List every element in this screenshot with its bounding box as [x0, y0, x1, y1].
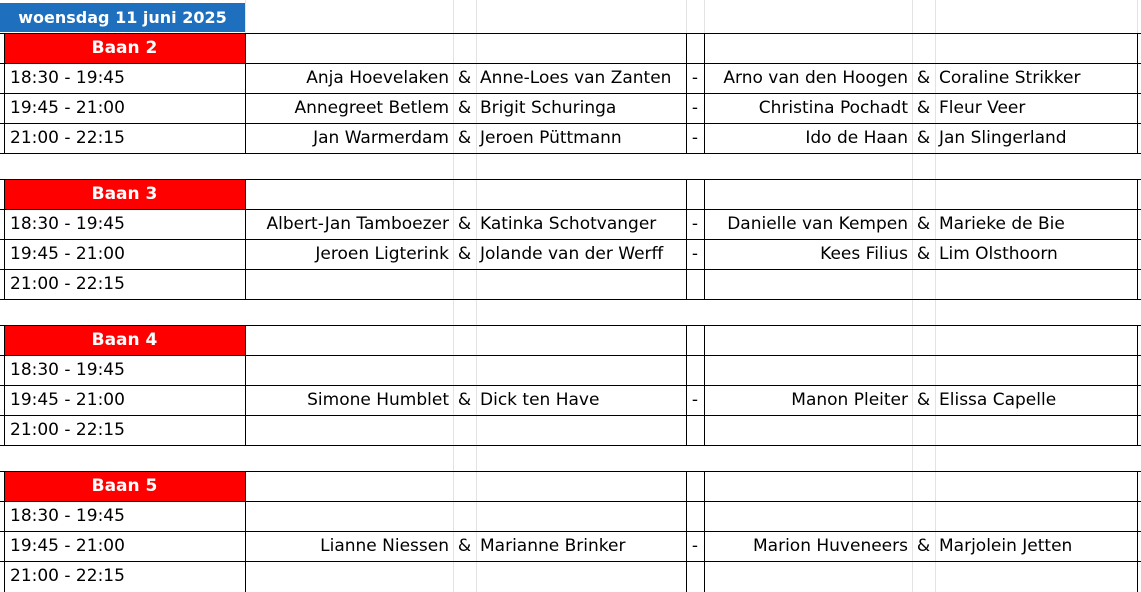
row-border [0, 299, 1141, 300]
gridline-vertical [686, 0, 687, 33]
player-name[interactable] [245, 501, 453, 531]
player-name[interactable]: Albert-Jan Tamboezer [266, 214, 449, 234]
column-border [686, 179, 687, 300]
date-header[interactable]: woensdag 11 juni 2025 [0, 3, 245, 32]
time-slot[interactable]: 18:30 - 19:45 [10, 360, 125, 380]
ampersand-symbol: & [916, 98, 931, 118]
player-name[interactable]: Jeroen Püttmann [480, 128, 622, 148]
column-border [1137, 33, 1138, 154]
player-name[interactable] [935, 561, 1137, 591]
player-name[interactable]: Christina Pochadt [758, 98, 908, 118]
player-name[interactable]: Marjolein Jetten [939, 536, 1073, 556]
player-name[interactable] [245, 561, 453, 591]
player-name[interactable]: Fleur Veer [939, 98, 1026, 118]
player-name[interactable]: Jan Slingerland [939, 128, 1067, 148]
row-border [0, 355, 1141, 356]
player-name[interactable] [704, 561, 912, 591]
player-name[interactable]: Simone Humblet [307, 390, 449, 410]
time-slot[interactable]: 18:30 - 19:45 [10, 214, 125, 234]
column-border [704, 471, 705, 592]
ampersand-symbol: & [916, 244, 931, 264]
player-name[interactable]: Marianne Brinker [480, 536, 626, 556]
player-name[interactable] [476, 561, 686, 591]
row-border [0, 325, 1141, 326]
player-name[interactable]: Manon Pleiter [791, 390, 908, 410]
column-border [704, 325, 705, 446]
column-border [245, 179, 246, 300]
column-border [1137, 179, 1138, 300]
player-name[interactable] [935, 355, 1137, 385]
time-slot[interactable]: 19:45 - 21:00 [10, 244, 125, 264]
court-header[interactable]: Baan 5 [4, 471, 245, 501]
player-name[interactable]: Dick ten Have [480, 390, 600, 410]
row-border [0, 269, 1141, 270]
player-name[interactable] [476, 269, 686, 299]
versus-dash: - [691, 214, 699, 234]
player-name[interactable]: Arno van den Hoogen [723, 68, 908, 88]
player-name[interactable]: Ido de Haan [805, 128, 908, 148]
time-slot[interactable]: 21:00 - 22:15 [10, 420, 125, 440]
time-slot[interactable]: 18:30 - 19:45 [10, 68, 125, 88]
column-border [4, 33, 5, 154]
column-border [704, 179, 705, 300]
row-border [0, 153, 1141, 154]
player-name[interactable] [704, 501, 912, 531]
ampersand-symbol: & [457, 244, 472, 264]
row-border [0, 239, 1141, 240]
time-slot[interactable]: 19:45 - 21:00 [10, 536, 125, 556]
player-name[interactable] [245, 269, 453, 299]
gridline-vertical [704, 0, 705, 33]
row-border [0, 33, 1141, 34]
column-border [4, 179, 5, 300]
player-name[interactable] [476, 501, 686, 531]
player-name[interactable] [476, 415, 686, 445]
row-border [0, 561, 1141, 562]
ampersand-symbol: & [457, 128, 472, 148]
player-name[interactable]: Lianne Niessen [320, 536, 449, 556]
player-name[interactable] [704, 355, 912, 385]
player-name[interactable] [704, 269, 912, 299]
ampersand-symbol: & [457, 214, 472, 234]
player-name[interactable]: Anne-Loes van Zanten [480, 68, 672, 88]
player-name[interactable] [476, 355, 686, 385]
player-name[interactable]: Elissa Capelle [939, 390, 1057, 410]
time-slot[interactable]: 21:00 - 22:15 [10, 128, 125, 148]
versus-dash: - [691, 128, 699, 148]
player-name[interactable] [245, 415, 453, 445]
time-slot[interactable]: 19:45 - 21:00 [10, 390, 125, 410]
row-border [0, 531, 1141, 532]
column-border [245, 471, 246, 592]
versus-dash: - [691, 98, 699, 118]
player-name[interactable]: Jan Warmerdam [313, 128, 449, 148]
ampersand-symbol: & [916, 390, 931, 410]
row-border [0, 501, 1141, 502]
player-name[interactable]: Jeroen Ligterink [315, 244, 449, 264]
row-border [0, 123, 1141, 124]
time-slot[interactable]: 19:45 - 21:00 [10, 98, 125, 118]
versus-dash: - [691, 536, 699, 556]
player-name[interactable]: Jolande van der Werff [480, 244, 664, 264]
gridline-vertical [245, 0, 246, 33]
court-header[interactable]: Baan 3 [4, 179, 245, 209]
ampersand-symbol: & [916, 68, 931, 88]
player-name[interactable]: Annegreet Betlem [294, 98, 449, 118]
player-name[interactable]: Anja Hoevelaken [306, 68, 449, 88]
row-border [0, 209, 1141, 210]
row-border [0, 471, 1141, 472]
ampersand-symbol: & [916, 214, 931, 234]
versus-dash: - [691, 68, 699, 88]
ampersand-symbol: & [457, 98, 472, 118]
player-name[interactable] [704, 415, 912, 445]
column-border [4, 471, 5, 592]
column-border [1137, 325, 1138, 446]
player-name[interactable]: Kees Filius [820, 244, 908, 264]
player-name[interactable]: Danielle van Kempen [727, 214, 908, 234]
column-border [686, 33, 687, 154]
column-border [686, 471, 687, 592]
player-name[interactable]: Brigit Schuringa [480, 98, 617, 118]
time-slot[interactable]: 21:00 - 22:15 [10, 566, 125, 586]
court-header[interactable]: Baan 2 [4, 33, 245, 63]
ampersand-symbol: & [916, 128, 931, 148]
player-name[interactable]: Marion Huveneers [753, 536, 908, 556]
time-slot[interactable]: 21:00 - 22:15 [10, 274, 125, 294]
versus-dash: - [691, 390, 699, 410]
player-name[interactable]: Coraline Strikker [939, 68, 1081, 88]
column-border [704, 33, 705, 154]
column-border [686, 325, 687, 446]
row-border [0, 179, 1141, 180]
player-name[interactable] [935, 415, 1137, 445]
player-name[interactable]: Lim Olsthoorn [939, 244, 1058, 264]
ampersand-symbol: & [457, 68, 472, 88]
versus-dash: - [691, 244, 699, 264]
player-name[interactable] [935, 269, 1137, 299]
row-border [0, 93, 1141, 94]
row-border [0, 415, 1141, 416]
player-name[interactable]: Katinka Schotvanger [480, 214, 657, 234]
ampersand-symbol: & [916, 536, 931, 556]
player-name[interactable] [935, 501, 1137, 531]
row-border [0, 63, 1141, 64]
column-border [4, 325, 5, 446]
ampersand-symbol: & [457, 390, 472, 410]
time-slot[interactable]: 18:30 - 19:45 [10, 506, 125, 526]
column-border [1137, 471, 1138, 592]
row-border [0, 385, 1141, 386]
row-border [0, 445, 1141, 446]
column-border [245, 33, 246, 154]
player-name[interactable]: Marieke de Bie [939, 214, 1065, 234]
player-name[interactable] [245, 355, 453, 385]
column-border [245, 325, 246, 446]
ampersand-symbol: & [457, 536, 472, 556]
court-header[interactable]: Baan 4 [4, 325, 245, 355]
gridline-vertical [1137, 0, 1138, 33]
